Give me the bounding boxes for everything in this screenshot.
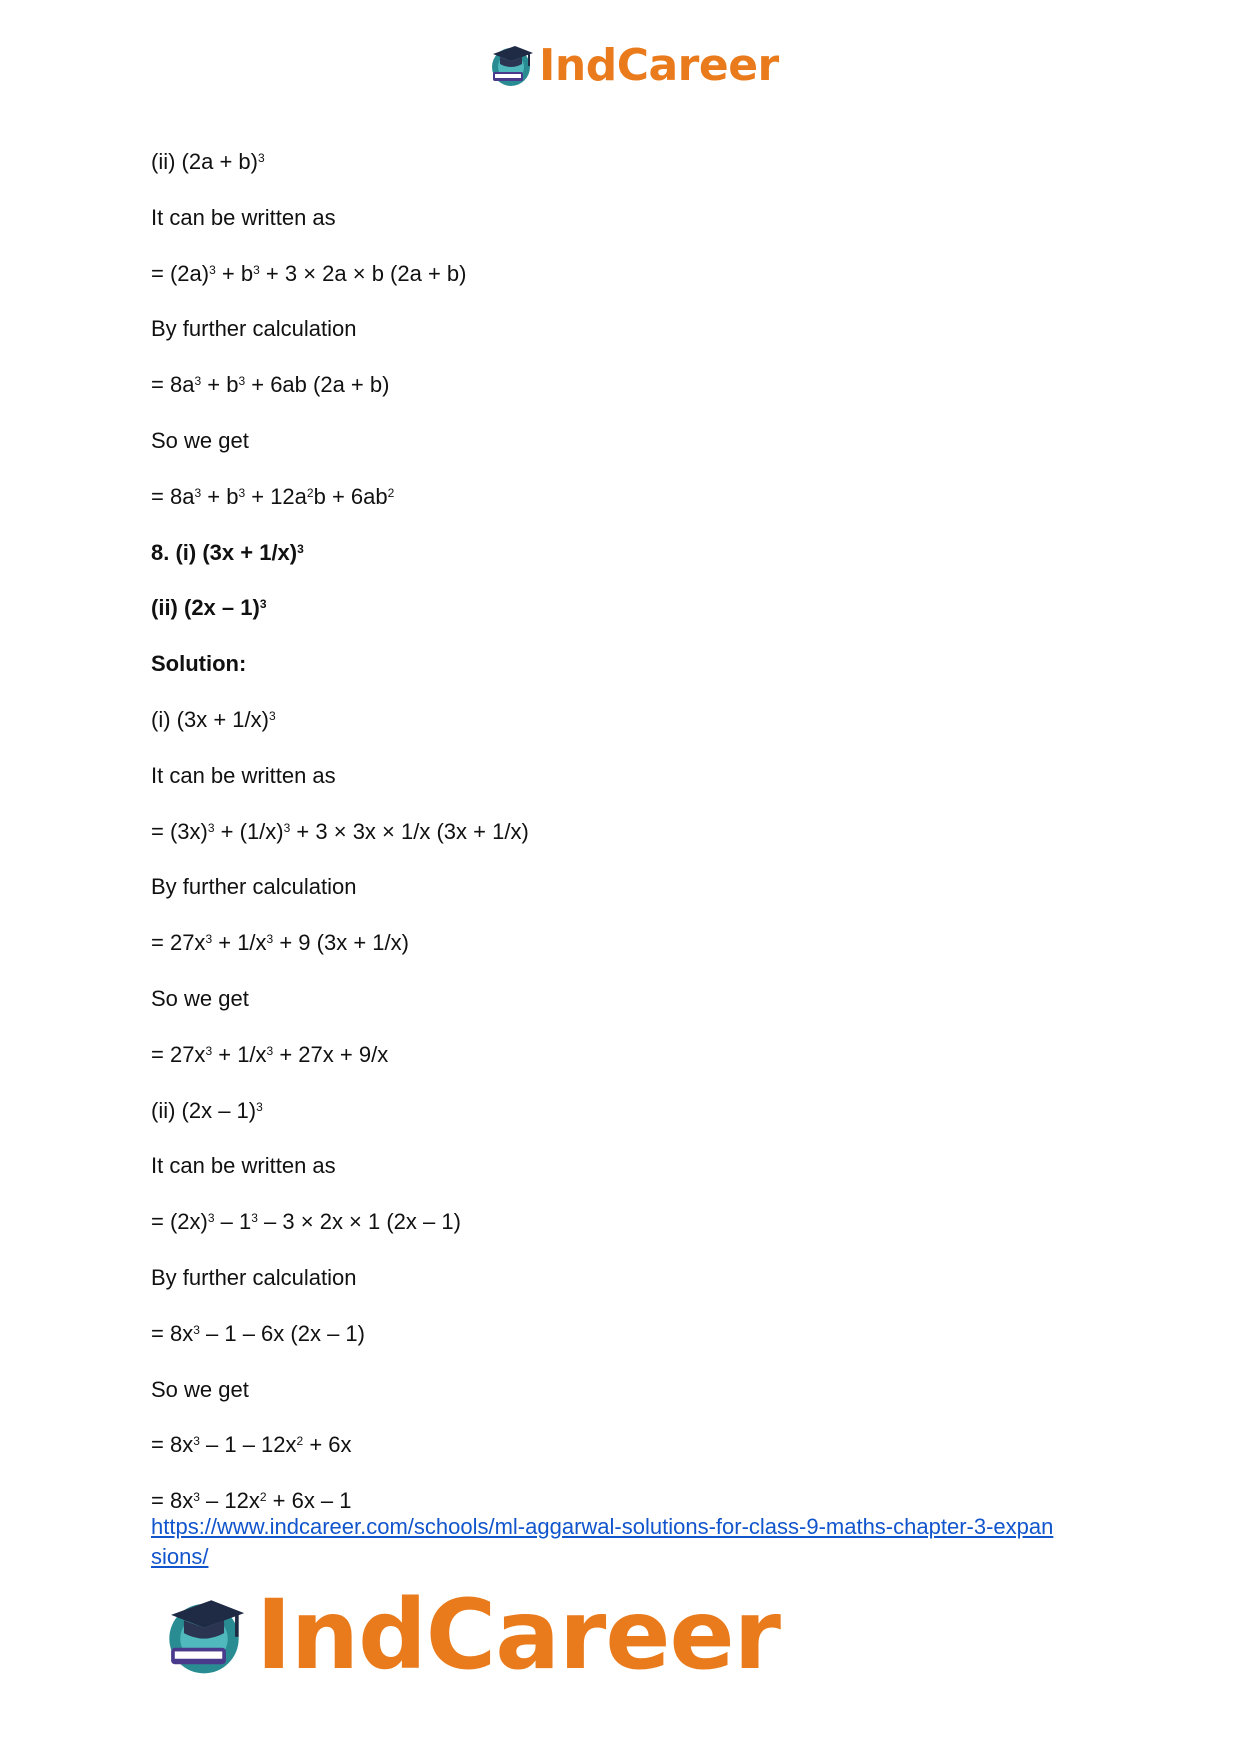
solution-line: It can be written as <box>151 762 336 788</box>
solution-line: So we get <box>151 1376 249 1402</box>
question-heading: Solution: <box>151 651 247 677</box>
graduation-cap-book-icon <box>487 42 535 88</box>
solution-content <box>151 142 1111 1537</box>
solution-line: = $8x^3 - 12x^2 + 6x - 1$ <box>151 1488 352 1514</box>
solution-line: So we get <box>151 427 249 453</box>
solution-line: (i) $(3x + 1/x)^3$ <box>151 706 276 732</box>
source-link[interactable] <box>151 1512 1111 1572</box>
solution-line: = $(3x)^3 + (1/x)^3 + 3 \times 3x \times 1/x$ (3x + 1/x) <box>151 818 529 844</box>
solution-line: (ii) (2x – 1)$^3$ <box>151 1097 263 1123</box>
solution-line: = $8a^3 + b^3 + 6ab$ (2a + b) <box>151 372 390 398</box>
solution-line: So we get <box>151 985 249 1011</box>
question-heading: (ii) (2x – 1)$^3$ <box>151 595 267 621</box>
solution-line: = $8a^3 + b^3 + 12a^2b + 6ab^2$ <box>151 483 395 509</box>
question-heading: 8. (i) $(3x + 1/x)^3$ <box>151 539 304 565</box>
solution-line: By further calculation <box>151 316 357 342</box>
solution-line: = $27x^3 + 1/x^3 + 9$ (3x + 1/x) <box>151 930 409 956</box>
solution-line: = $(2x)^3 - 1^3 - 3 \times 2x \times 1$ (2x – 1) <box>151 1209 461 1235</box>
header-logo <box>487 40 779 90</box>
solution-line: = $8x^3 - 1 - 6x$ (2x – 1) <box>151 1320 365 1346</box>
solution-line: It can be written as <box>151 204 336 230</box>
solution-line: By further calculation <box>151 874 357 900</box>
brand-name-footer: IndCareer <box>256 1579 780 1691</box>
solution-line: It can be written as <box>151 1153 336 1179</box>
graduation-cap-book-icon <box>160 1593 248 1677</box>
brand-name: IndCareer <box>539 39 779 91</box>
solution-line: = $8x^3 - 1 - 12x^2 + 6x$ <box>151 1432 352 1458</box>
solution-line: By further calculation <box>151 1264 357 1290</box>
solution-line: = $(2a)^3 + b^3 + 3 \times 2a \times b$ (2a + b) <box>151 260 467 286</box>
footer-logo <box>160 1579 780 1691</box>
source-link-line-1[interactable]: https://www.indcareer.com/schools/ml-aggarwal-solutions-for-class-9-maths-chapter-3-expan <box>151 1514 1054 1539</box>
solution-line: (ii) $(2a + b)^3$ <box>151 149 265 174</box>
source-link-line-2[interactable]: sions/ <box>151 1544 209 1569</box>
solution-line: = $27x^3 + 1/x^3 + 27x + 9/x$ <box>151 1041 389 1067</box>
